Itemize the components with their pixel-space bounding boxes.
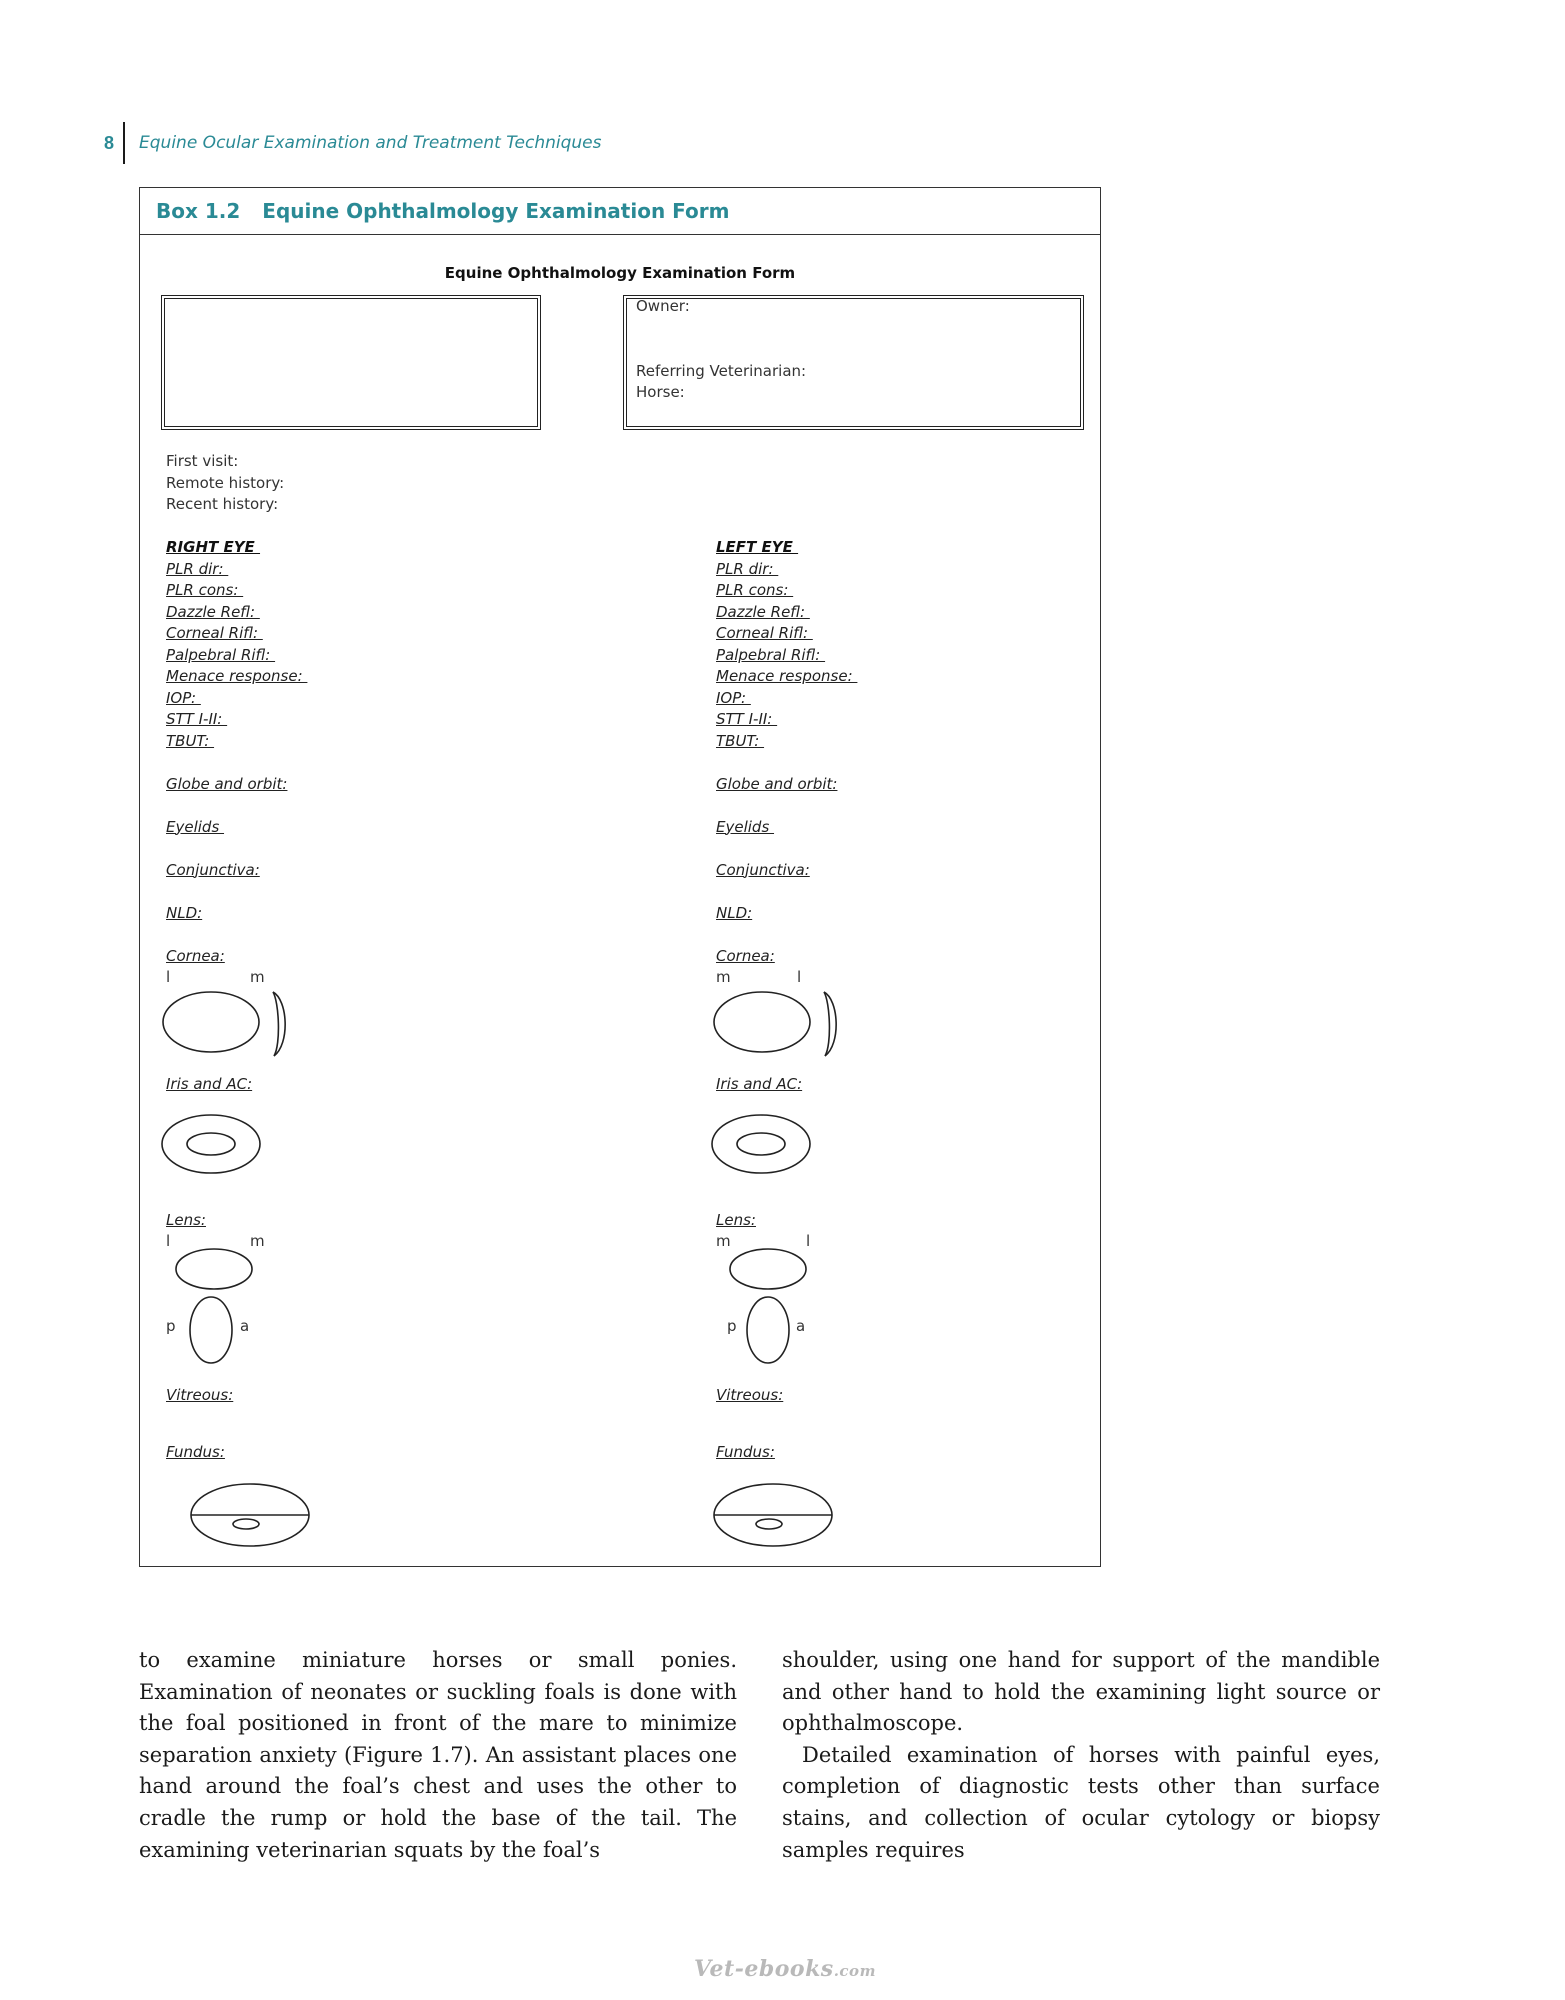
left-palpebral-refl: Palpebral Rifl: bbox=[716, 645, 826, 664]
left-lens-label-a: a bbox=[796, 1317, 806, 1335]
body-text-right-column bbox=[782, 1645, 1380, 1866]
right-iris-ac: Iris and AC: bbox=[166, 1075, 253, 1093]
right-menace-response: Menace response: bbox=[166, 667, 308, 685]
watermark-main: Vet-ebooks bbox=[694, 1956, 834, 1982]
right-fundus-diagram bbox=[186, 1477, 316, 1553]
left-nld: NLD: bbox=[716, 903, 753, 922]
body-paragraph-left: to examine miniature horses or small ponies. Examination of neonates or suckling foals is done with the foal positioned in front of the mare to minimize separation anxiety (Figure 1.7). An assistant places one hand around the foal’s chest and uses the other to cradle the rump or hold the base of the tail. The examining veterinarian squats by the foal’s bbox=[139, 1648, 737, 1862]
right-lens: Lens: bbox=[166, 1211, 206, 1229]
right-nld: NLD: bbox=[166, 903, 203, 922]
right-globe-orbit: Globe and orbit: bbox=[166, 774, 288, 793]
left-tbut: TBUT: bbox=[716, 731, 765, 750]
right-lens-label-l: l bbox=[166, 1232, 171, 1250]
right-eye-heading: RIGHT EYE bbox=[166, 538, 261, 556]
watermark-suffix: .com bbox=[833, 1962, 876, 1980]
running-title: Equine Ocular Examination and Treatment Techniques bbox=[139, 133, 602, 153]
right-corneal-refl: Corneal Rifl: bbox=[166, 624, 263, 642]
right-tbut: TBUT: bbox=[166, 731, 215, 750]
right-conjunctiva: Conjunctiva: bbox=[166, 860, 260, 879]
left-fundus-diagram bbox=[709, 1477, 839, 1553]
left-plr-cons: PLR cons: bbox=[716, 581, 794, 599]
right-cornea-label-m: m bbox=[250, 968, 265, 986]
left-lens-label-m: m bbox=[716, 1232, 731, 1250]
history-remote: Remote history: bbox=[166, 473, 285, 492]
left-eye-heading: LEFT EYE bbox=[716, 538, 799, 556]
watermark-logo bbox=[694, 1956, 876, 1982]
owner-info-box bbox=[623, 295, 1084, 430]
left-lens: Lens: bbox=[716, 1211, 756, 1229]
left-vitreous: Vitreous: bbox=[716, 1386, 784, 1404]
left-menace-response: Menace response: bbox=[716, 667, 858, 685]
left-fundus: Fundus: bbox=[716, 1443, 775, 1461]
right-lens-label-m: m bbox=[250, 1232, 265, 1250]
left-iris-diagram bbox=[710, 1111, 816, 1181]
history-recent: Recent history: bbox=[166, 495, 279, 513]
box-title: Equine Ophthalmology Examination Form bbox=[262, 199, 730, 223]
left-iris-ac: Iris and AC: bbox=[716, 1075, 803, 1093]
body-paragraph-right-2: Detailed examination of horses with painful eyes, completion of diagnostic tests other than surface stains, and collection of ocular cytology or biopsy samples requires bbox=[782, 1742, 1380, 1862]
exam-form-box bbox=[139, 187, 1101, 1567]
left-lens-label-l: l bbox=[806, 1232, 811, 1250]
left-lens-side-diagram bbox=[743, 1291, 793, 1371]
right-iop: IOP: bbox=[166, 688, 201, 707]
left-stt: STT I-II: bbox=[716, 710, 778, 728]
left-corneal-refl: Corneal Rifl: bbox=[716, 624, 813, 642]
left-conjunctiva: Conjunctiva: bbox=[716, 860, 810, 879]
running-head bbox=[104, 122, 601, 164]
history-first-visit: First visit: bbox=[166, 452, 239, 470]
horse-label: Horse: bbox=[636, 383, 685, 401]
left-cornea-label-m: m bbox=[716, 968, 731, 986]
right-lens-label-p: p bbox=[166, 1317, 176, 1335]
right-iris-diagram bbox=[160, 1111, 266, 1181]
right-plr-cons: PLR cons: bbox=[166, 581, 244, 599]
right-stt: STT I-II: bbox=[166, 710, 228, 728]
right-cornea-label-l: l bbox=[166, 968, 171, 986]
right-palpebral-refl: Palpebral Rifl: bbox=[166, 645, 276, 664]
right-lens-top-diagram bbox=[170, 1246, 260, 1296]
left-lens-label-p: p bbox=[727, 1317, 737, 1335]
right-cornea-diagram bbox=[162, 986, 302, 1064]
box-header bbox=[140, 188, 1100, 235]
right-eyelids: Eyelids bbox=[166, 817, 225, 836]
right-plr-dir: PLR dir: bbox=[166, 559, 229, 578]
owner-label: Owner: bbox=[636, 297, 690, 315]
left-eyelids: Eyelids bbox=[716, 817, 775, 836]
left-plr-dir: PLR dir: bbox=[716, 559, 779, 578]
patient-label-box bbox=[161, 295, 541, 430]
right-dazzle-refl: Dazzle Refl: bbox=[166, 602, 260, 621]
form-title: Equine Ophthalmology Examination Form bbox=[444, 264, 796, 282]
left-cornea-diagram bbox=[713, 986, 853, 1064]
right-vitreous: Vitreous: bbox=[166, 1386, 234, 1404]
body-text-left-column bbox=[139, 1645, 737, 1866]
body-paragraph-right-1: shoulder, using one hand for support of the mandible and other hand to hold the examining light source or ophthalmoscope. bbox=[782, 1648, 1380, 1736]
right-lens-side-diagram bbox=[186, 1291, 236, 1371]
left-cornea: Cornea: bbox=[716, 946, 775, 965]
left-cornea-label-l: l bbox=[797, 968, 802, 986]
left-dazzle-refl: Dazzle Refl: bbox=[716, 602, 810, 621]
right-lens-label-a: a bbox=[240, 1317, 250, 1335]
left-iop: IOP: bbox=[716, 688, 751, 707]
right-cornea: Cornea: bbox=[166, 946, 225, 965]
left-lens-top-diagram bbox=[724, 1246, 814, 1296]
page-number: 8 bbox=[104, 122, 125, 164]
left-globe-orbit: Globe and orbit: bbox=[716, 774, 838, 793]
box-number: Box 1.2 bbox=[156, 199, 241, 223]
referring-vet-label: Referring Veterinarian: bbox=[636, 362, 807, 380]
right-fundus: Fundus: bbox=[166, 1443, 225, 1461]
